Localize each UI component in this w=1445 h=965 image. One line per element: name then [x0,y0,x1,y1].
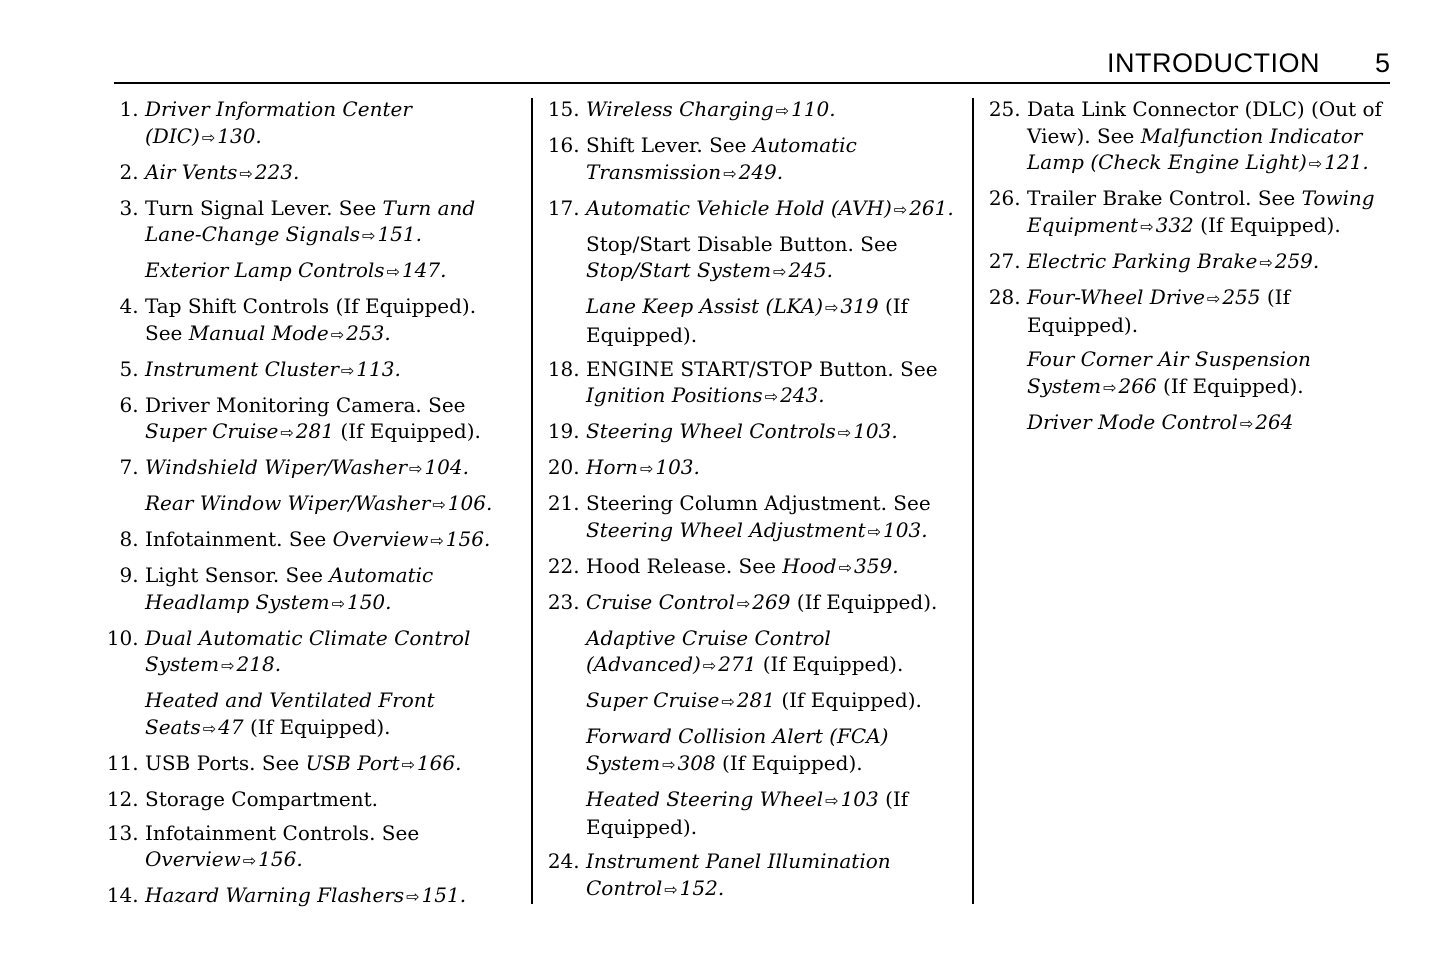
cross-reference-text: Super Cruise [145,419,279,443]
cross-reference-text: Steering Wheel Controls [586,419,836,443]
item-label-text: Turn Signal Lever. See [145,195,383,220]
page-reference-arrow-icon: ⇨ [280,423,294,442]
cross-reference-text: 147. [401,258,447,282]
item-number: 6. [119,392,145,417]
item-label-text: Data Link Connector (DLC) (Out of View). See [1027,97,1382,148]
legend-item [545,848,960,903]
legend-item [104,392,519,447]
item-label-text: (If Equipped). [1027,284,1290,337]
cross-reference-text: 359. [854,553,899,578]
page-reference-arrow-icon: ⇨ [723,163,737,183]
item-text [145,96,519,151]
legend-item [104,356,519,385]
cross-reference-text: Windshield Wiper/Washer [145,455,408,479]
cross-reference-text: 271 [718,652,757,676]
cross-reference-text: 113. [356,356,401,381]
item-label-text: (If Equipped). [1156,373,1304,398]
item-number: 5. [119,356,145,381]
item-number: 21. [547,491,586,515]
item-number: 16. [547,133,586,157]
item-number: 17. [547,195,586,220]
cross-reference-text: 332 [1155,212,1194,237]
column-divider [531,98,533,904]
cross-reference-text: 150. [346,589,392,614]
cross-reference-text: Automatic Vehicle Hold (AVH) [586,195,892,220]
legend-item [545,96,960,125]
legend-subentry [545,231,960,286]
cross-reference-text: 261. [909,195,954,220]
item-label-text: (If Equipped). [586,294,909,347]
item-text [586,356,960,411]
cross-reference-text: 103 [840,786,879,811]
item-text [145,356,519,385]
cross-reference-text: Turn and Lane-Change Signals [145,195,476,246]
legend-item [104,526,519,555]
legend-item [545,356,960,411]
legend-item [104,820,519,875]
legend-subentry [104,490,519,519]
cross-reference-text: 121. [1324,150,1369,174]
legend-item [104,454,519,483]
column-3 [986,96,1396,445]
item-label-text: (If Equipped). [715,750,863,775]
item-label-text: (If Equipped). [1193,212,1341,237]
section-title: INTRODUCTION [1107,48,1320,78]
cross-reference-text: Heated and Ventilated Front Seats [145,688,435,739]
page-reference-arrow-icon: ⇨ [662,754,676,774]
cross-reference-text: 166. [416,750,462,775]
cross-reference-text: 308 [677,750,716,775]
cross-reference-text: 152. [679,875,725,900]
cross-reference-text: Hazard Warning Flashers [145,883,405,907]
cross-reference-text: 281 [736,688,775,712]
page-reference-arrow-icon: ⇨ [721,692,735,711]
page-reference-arrow-icon: ⇨ [664,879,678,899]
page-reference-arrow-icon: ⇨ [409,459,423,478]
item-number: 15. [547,97,586,121]
legend-subentry [545,625,960,680]
cross-reference-text: 151. [421,883,467,907]
legend-item [104,625,519,680]
cross-reference-text: Overview [145,847,241,871]
legend-subentry [545,723,960,778]
cross-reference-text: 104. [424,455,469,479]
page-reference-arrow-icon: ⇨ [386,262,400,281]
item-number: 18. [547,356,586,381]
legend-subentry [104,687,519,742]
legend-item [104,882,519,911]
page-number: 5 [1374,48,1390,78]
cross-reference-text: Steering Wheel Adjustment [586,517,866,542]
legend-item [986,96,1396,178]
item-number: 8. [119,527,145,551]
page-reference-arrow-icon: ⇨ [639,459,654,478]
page-reference-arrow-icon: ⇨ [1206,288,1221,308]
page-reference-arrow-icon: ⇨ [764,387,779,406]
legend-item [545,195,960,224]
item-number: 3. [119,195,145,220]
cross-reference-text: 47 [218,714,244,739]
item-label-text: (If Equipped). [243,714,391,739]
item-label-text: Stop/Start Disable Button. See [586,231,898,256]
legend-item [545,589,960,618]
page-reference-arrow-icon: ⇨ [838,557,853,577]
item-text [145,526,519,555]
item-label-text: Trailer Brake Control. See [1027,186,1302,210]
page-reference-arrow-icon: ⇨ [1259,252,1273,272]
item-text [145,625,519,680]
page-reference-arrow-icon: ⇨ [201,127,216,147]
page-reference-arrow-icon: ⇨ [242,851,257,870]
page-reference-arrow-icon: ⇨ [775,101,790,120]
item-text [586,132,960,187]
item-text [145,454,519,483]
cross-reference-text: 103. [655,455,700,479]
cross-reference-text: 255 [1222,284,1261,309]
column-divider [972,98,974,904]
cross-reference-text: Air Vents [145,159,238,184]
page-reference-arrow-icon: ⇨ [432,495,446,514]
cross-reference-text: Instrument Panel Illumination Control [586,849,891,900]
item-text [145,820,519,875]
item-number: 4. [119,294,145,318]
cross-reference-text: 281 [295,419,334,443]
cross-reference-text: Cruise Control [586,589,735,614]
item-number: 9. [119,563,145,587]
item-number: 14. [106,883,145,907]
item-label-text: Driver Monitoring Camera. See [145,392,466,417]
item-number: 1. [119,97,145,121]
item-text [1027,185,1396,240]
legend-item [104,96,519,151]
cross-reference-text: 106. [447,491,493,515]
item-number: 13. [106,820,145,845]
cross-reference-text: 243. [780,383,825,407]
cross-reference-text: Super Cruise [586,688,720,712]
page-reference-arrow-icon: ⇨ [1103,377,1117,397]
legend-item [545,490,960,545]
cross-reference-text: Towing Equipment [1027,186,1375,237]
cross-reference-text: Driver Mode Control [1027,409,1238,434]
cross-reference-text: 223. [254,159,300,184]
cross-reference-text: Hood [782,553,837,578]
legend-item [986,185,1396,240]
cross-reference-text: 269 [752,589,791,614]
cross-reference-text: Manual Mode [188,320,329,345]
page-header [114,48,1390,84]
item-text [1027,284,1396,339]
item-text [586,96,960,125]
legend-subentry [545,293,960,348]
item-text [586,490,960,545]
cross-reference-text: Automatic Headlamp System [145,563,434,614]
legend-item [545,454,960,483]
item-number: 24. [547,849,586,873]
page-reference-arrow-icon: ⇨ [1239,413,1254,433]
legend-item [986,284,1396,339]
item-label-text: ENGINE START/STOP Button. See [586,356,938,381]
legend-item [104,293,519,348]
cross-reference-text: 253. [346,320,391,345]
item-label-text: Shift Lever. See [586,133,753,157]
cross-reference-text: Malfunction Indicator Lamp (Check Engine Light) [1027,123,1363,174]
page-reference-arrow-icon: ⇨ [825,298,839,317]
item-number: 19. [547,419,586,443]
cross-reference-text: Ignition Positions [586,383,763,407]
legend-subentry [986,346,1396,401]
cross-reference-text: 259. [1274,248,1320,273]
item-text [586,454,960,483]
legend-item [104,750,519,779]
legend-item [545,132,960,187]
item-text [586,418,960,447]
page-reference-arrow-icon: ⇨ [202,718,217,738]
cross-reference-text: Stop/Start System [586,258,772,282]
page-reference-arrow-icon: ⇨ [825,790,839,810]
cross-reference-text: 266 [1118,373,1157,398]
item-number: 7. [119,455,145,479]
cross-reference-text: 151. [377,222,422,246]
item-number: 25. [988,97,1027,121]
cross-reference-text: 245. [788,258,833,282]
item-text [586,848,960,903]
page-reference-arrow-icon: ⇨ [331,593,345,613]
item-text [1027,248,1396,277]
legend-subentry [986,409,1396,438]
item-text [1027,96,1396,178]
page-reference-arrow-icon: ⇨ [1308,154,1323,173]
column-1 [104,96,519,918]
legend-item [545,553,960,582]
item-label-text: (If Equipped). [774,688,922,712]
item-text [586,589,960,618]
cross-reference-text: Adaptive Cruise Control (Advanced) [586,625,831,676]
cross-reference-text: Exterior Lamp Controls [145,258,385,282]
page-reference-arrow-icon: ⇨ [736,593,751,613]
page-reference-arrow-icon: ⇨ [702,656,717,675]
page-reference-arrow-icon: ⇨ [330,324,345,344]
cross-reference-text: USB Port [305,750,400,775]
cross-reference-text: Electric Parking Brake [1027,248,1258,273]
item-number: 28. [988,284,1027,309]
item-number: 22. [547,553,586,578]
legend-item [104,159,519,188]
cross-reference-text: Instrument Cluster [145,356,339,381]
item-label-text: Hood Release. See [586,553,783,578]
item-text [145,786,519,813]
item-text [145,882,519,911]
item-text [586,553,960,582]
item-number: 10. [106,625,145,650]
item-number: 2. [119,159,145,184]
item-label-text: Tap Shift Controls (If Equipped). See [145,294,477,345]
page-reference-arrow-icon: ⇨ [362,226,376,245]
cross-reference-text: Overview [332,527,429,551]
item-number: 11. [106,750,145,775]
legend-item [986,248,1396,277]
item-text [145,392,519,447]
cross-reference-text: Lane Keep Assist (LKA) [586,294,824,318]
page-reference-arrow-icon: ⇨ [837,423,852,442]
item-number: 27. [988,248,1027,273]
page-reference-arrow-icon: ⇨ [773,262,787,281]
legend-item [104,195,519,250]
item-text [145,195,519,250]
legend-item [104,562,519,617]
legend-subentry [104,257,519,286]
cross-reference-text: Horn [586,455,638,479]
cross-reference-text: Wireless Charging [586,97,774,121]
item-label-text: Infotainment Controls. See [145,820,420,845]
item-number: 20. [547,455,586,479]
page-reference-arrow-icon: ⇨ [239,163,253,183]
cross-reference-text: 110. [791,97,836,121]
page-reference-arrow-icon: ⇨ [867,521,882,541]
item-label-text: Infotainment. See [145,527,333,551]
item-number: 26. [988,186,1027,210]
page-reference-arrow-icon: ⇨ [221,656,235,675]
item-text [586,195,960,224]
cross-reference-text: 156. [445,527,491,551]
item-text [145,293,519,348]
item-text [145,750,519,779]
cross-reference-text: 319 [840,294,879,318]
item-label-text: (If Equipped). [586,786,909,839]
legend-item [104,786,519,813]
item-label-text: (If Equipped). [333,419,481,443]
cross-reference-text: Forward Collision Alert (FCA) System [586,724,889,775]
cross-reference-text: 156. [258,847,303,871]
legend-item [545,418,960,447]
cross-reference-text: 103. [853,419,898,443]
cross-reference-text: Heated Steering Wheel [586,786,824,811]
item-label-text: (If Equipped). [790,589,938,614]
item-label-text: USB Ports. See [145,750,306,775]
cross-reference-text: 249. [738,159,784,184]
item-label-text: (If Equipped). [756,652,904,676]
item-text [145,159,519,188]
page-reference-arrow-icon: ⇨ [1140,216,1154,236]
page-reference-arrow-icon: ⇨ [406,887,420,906]
cross-reference-text: 103. [883,517,928,542]
item-label-text: Light Sensor. See [145,563,330,587]
page-reference-arrow-icon: ⇨ [401,754,415,774]
legend-subentry [545,786,960,841]
item-label-text: Storage Compartment. [145,786,378,811]
cross-reference-text: 264 [1255,409,1294,434]
cross-reference-text: 218. [236,652,282,676]
cross-reference-text: Rear Window Wiper/Washer [145,491,431,515]
item-label-text: Steering Column Adjustment. See [586,491,931,515]
cross-reference-text: Four-Wheel Drive [1027,284,1205,309]
cross-reference-text: 130. [217,123,262,148]
page-reference-arrow-icon: ⇨ [893,199,908,219]
item-text [145,562,519,617]
cross-reference-text: Driver Information Center (DIC) [145,97,412,148]
cross-reference-text: Automatic Transmission [586,133,857,184]
cross-reference-text: Dual Automatic Climate Control System [145,625,471,676]
page-reference-arrow-icon: ⇨ [340,360,355,380]
item-number: 23. [547,589,586,614]
page-reference-arrow-icon: ⇨ [430,531,444,550]
column-2 [545,96,960,911]
legend-subentry [545,687,960,716]
item-number: 12. [106,786,145,811]
cross-reference-text: Four Corner Air Suspension System [1027,347,1311,398]
